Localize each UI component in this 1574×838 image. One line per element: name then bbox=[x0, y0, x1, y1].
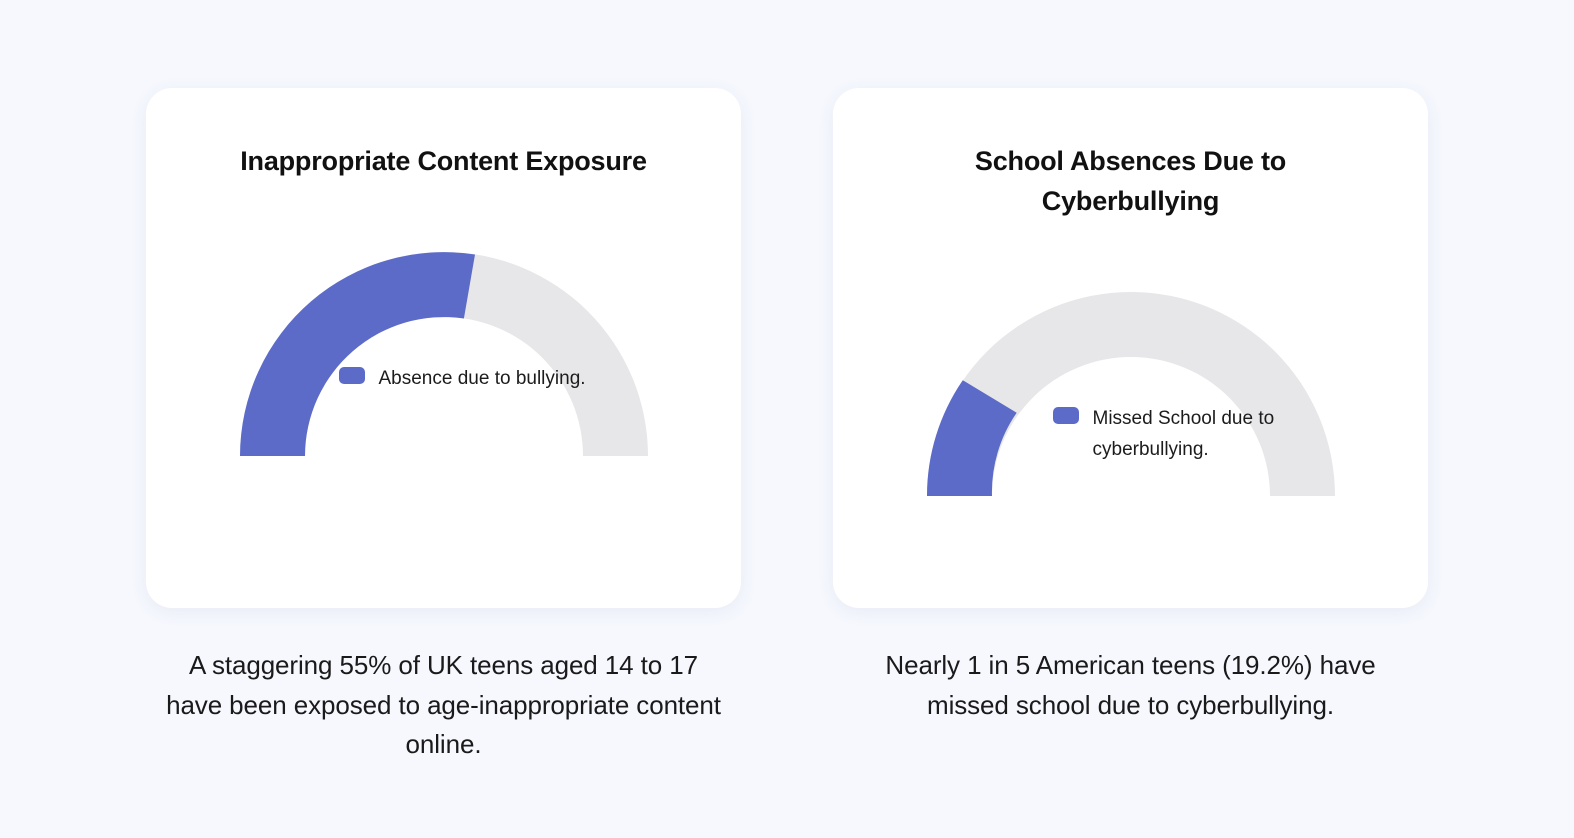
caption-2: Nearly 1 in 5 American teens (19.2%) have missed school due to cyberbullying. bbox=[885, 650, 1376, 720]
gauge-value-arc-1 bbox=[240, 252, 475, 456]
gauge-svg-1 bbox=[209, 224, 679, 456]
legend-2 bbox=[1053, 404, 1313, 466]
legend-label-2: Missed School due to cyberbullying. bbox=[1092, 407, 1275, 460]
gauge-card-2 bbox=[833, 88, 1428, 608]
caption-1: A staggering 55% of UK teens aged 14 to 17 have been exposed to age-inappropriate content online. bbox=[166, 650, 721, 760]
legend-swatch-icon-2 bbox=[1053, 407, 1079, 424]
gauge-chart-1 bbox=[209, 224, 679, 456]
legend-swatch-icon-1 bbox=[339, 367, 365, 384]
card-title-1: Inappropriate Content Exposure bbox=[240, 146, 647, 176]
legend-label-1: Absence due to bullying. bbox=[378, 367, 586, 389]
gauge-card-1 bbox=[146, 88, 741, 608]
panel-school-absences bbox=[833, 88, 1428, 725]
panel-inappropriate-content bbox=[146, 88, 741, 765]
card-title-2: School Absences Due to Cyberbullying bbox=[974, 146, 1287, 216]
gauge-chart-2 bbox=[896, 264, 1366, 496]
legend-1 bbox=[339, 364, 589, 395]
